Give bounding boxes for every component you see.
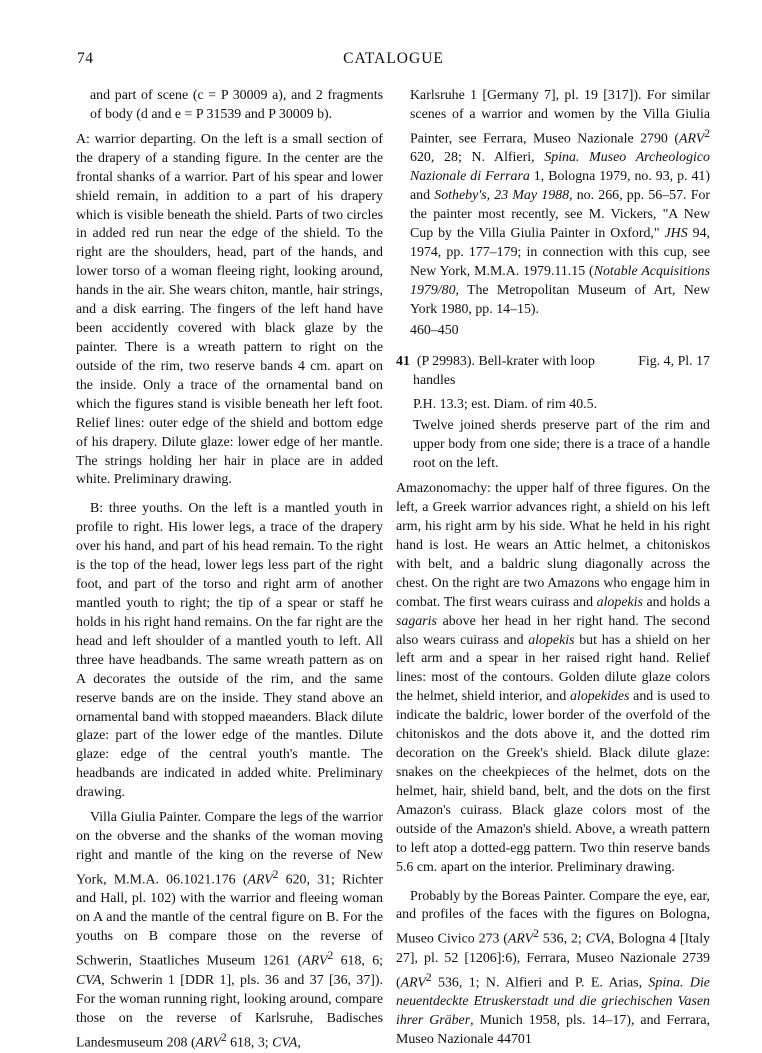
entry-description: (P 29983). Bell-krater with loop bbox=[416, 353, 595, 369]
figure-plate-reference: Fig. 4, Pl. 17 bbox=[638, 353, 710, 369]
attribution-boreas-painter: Probably by the Boreas Painter. Compare the eye, ear, and profiles of the faces with the figures on Bologna, Museo Civico 273 (ARV$^2$ 536, 2; CVA, Bologna 4 [Italy 27], pl. 52 [1206]:6), Ferrara, Museo Nazionale 2739 (ARV$^2$ 536, 1; N. Alfieri and P. E. Arias, Spina. Die neuentdeckte Etruskerstadt und die griechischen Vasen ihrer Gräber, Munich 1958, pls. 14–17), and Ferrara, Museo Nazionale 44701 bbox=[396, 888, 710, 1048]
scene-description: Amazonomachy: the upper half of three figures. On the left, a Greek warrior advances right, a shield on his left arm, his right arm by his side. What he held in his right hand is lost. He wears an Attic helmet, a chitoniskos with belt, and a baldric slung diagonally across the chest. On the right are two Amazons who engage him in combat. The first wears cuirass and alopekis and holds a sagaris above her head in her right hand. The second also wears cuirass and alopekis but has a shield on her left arm and a spear in her raised right hand. Relief lines: most of the contours. Golden dilute glaze colors the helmet, shield interior, and alopekides and is used to indicate the baldric, lower border of the overfold of the chitoniskos and the dots above it, and the dotted rim decoration on the Greek's shield. Black dilute glaze: snakes on the cheekpieces of the helmet, dots on the helmet, hair, shield band, belt, and the dots on the first Amazon's cuirass. Black glaze colors most of the outside of the Amazon's shield. Above, a wreath pattern to left atop a dotted-egg pattern. Two thin reserve bands 5.6 cm. apart on the interior. Preliminary drawing. bbox=[396, 481, 711, 875]
side-a-description: A: warrior departing. On the left is a small section of the drapery of a standing figure. In the center are the frontal shanks of a warrior. Part of his spear and lower shield remain, in addition to a part of his drapery which is visible beneath the shield. Parts of two circles in added red run near the edge of the shield. To the right are the shoulders, head, part of the hands, and lower torso of a woman fleeing right, looking around, hands in the air. She wears chiton, mantle, hair strings, and a disk earring. The fingers of the left hand have been accidently covered with black glaze by the painter. There is a wreath pattern to right on the outside of the rim, two reserve bands 4 cm. apart on the inside. Only a trace of the ornamental band on which the figures stand is visible beneath her left foot. Relief lines: outer edge of the shield and bottom edge of his drapery. Dilute glaze: lower edge of her mantle. The strings holding her hair in place are in added white. Preliminary drawing. bbox=[76, 131, 383, 488]
catalogue-entry-41 bbox=[396, 353, 710, 391]
right-column bbox=[396, 87, 710, 1050]
page-header bbox=[77, 50, 710, 74]
attribution-paragraph: Villa Giulia Painter. Compare the legs of the warrior on the obverse and the shanks of the woman moving right and mantle of the king on the reverse of New York, M.M.A. 06.1021.176 (ARV$^2$ 620, 31; Richter and Hall, pl. 102) with the warrior and fleeing woman on A and the mantle of the central figure on B. For the youths on B compare those on the reverse of Schwerin, Staatliches Museum 1261 (ARV$^2$ 618, 6; CVA, Schwerin 1 [DDR 1], pls. 36 and 37 [36, 37]). For the woman running right, looking around, compare those on the reverse of Karlsruhe, Badisches Landesmuseum 208 (ARV$^2$ 618, 3; CVA, bbox=[76, 810, 384, 1051]
date-range: 460–450 bbox=[410, 322, 459, 338]
page-number: 74 bbox=[77, 50, 94, 67]
attribution-continued: Karlsruhe 1 [Germany 7], pl. 19 [317]). For similar scenes of a warrior and women by the Villa Giulia Painter, see Ferrara, Museo Nazionale 2790 (ARV$^2$ 620, 28; N. Alfieri, Spina. Museo Archeologico Nazionale di Ferrara 1, Bologna 1979, no. 93, p. 41) and Sotheby's, 23 May 1988, no. 266, pp. 56–57. For the painter most recently, see M. Vickers, "A New Cup by the Villa Giulia Painter in Oxford," JHS 94, 1974, pp. 177–179; in connection with this cup, see New York, M.M.A. 1979.11.15 (Notable Acquisitions 1979/80, The Metropolitan Museum of Art, New York 1980, pp. 14–15). bbox=[410, 88, 711, 317]
preservation-state: Twelve joined sherds preserve part of the rim and upper body from one side; there is a trace of a handle root on the left. bbox=[413, 418, 710, 472]
left-column bbox=[76, 87, 383, 1053]
fragment-list-continued: and part of scene (c = P 30009 a), and 2 fragments of body (d and e = P 31539 and P 30009 b). bbox=[90, 88, 383, 122]
running-title: CATALOGUE bbox=[343, 50, 444, 67]
entry-description-continued: handles bbox=[413, 372, 456, 388]
side-b-description: B: three youths. On the left is a mantled youth in profile to right. His lower legs, a trace of the drapery over his hand, and part of his head remain. To the right is the top of the head, lower legs less part of the right foot, and part of the torso and right arm of another mantled youth to right; the tip of a spear or staff he holds in his right hand remains. On the far right are the head and left shoulder of a mantled youth to left. All three have headbands. The same wreath pattern as on A decorates the outside of the rim, and the same reserve bands are on the inside. They stand above an ornamental band with stopped maeanders. Black dilute glaze: part of the lower edge of the mantles. Dilute glaze: edge of the central youth's mantle. The headbands are indicated in added white. Preliminary drawing. bbox=[76, 501, 383, 801]
dimensions: P.H. 13.3; est. Diam. of rim 40.5. bbox=[413, 397, 598, 413]
entry-number: 41 bbox=[396, 353, 410, 369]
